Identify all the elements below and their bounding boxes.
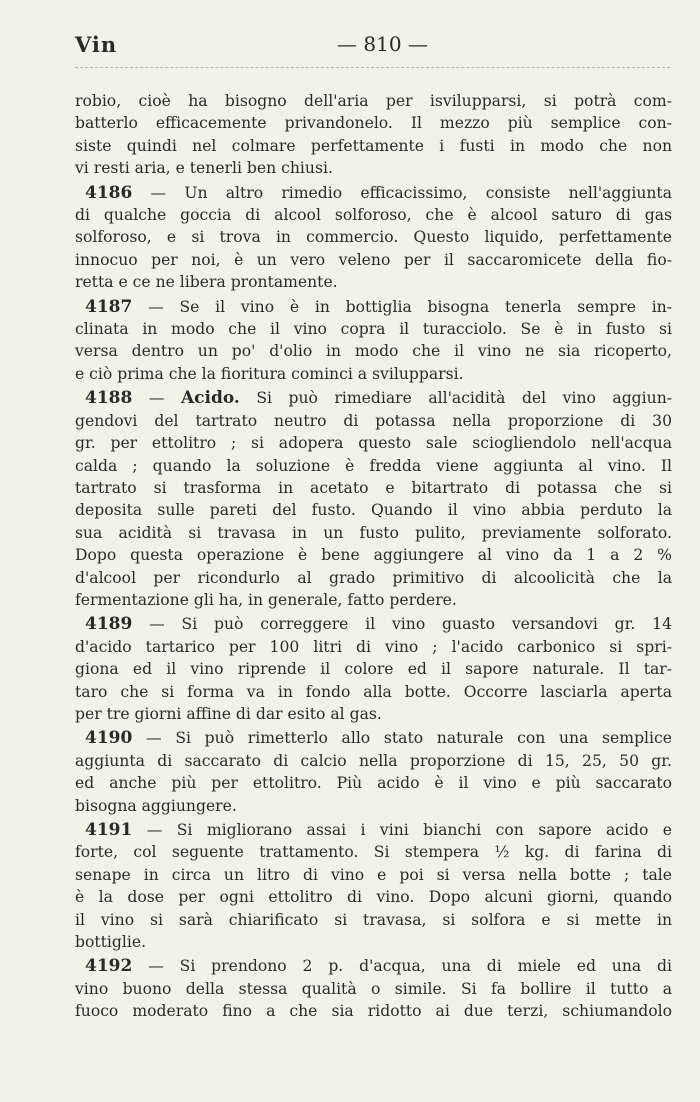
text-line: ed anche più per ettolitro. Più acido è il vino e più saccarato xyxy=(75,774,672,793)
first-line-text: Si può rimediare all'acidità del vino aggiun- xyxy=(239,389,673,408)
first-line-text: — Si può rimetterlo allo stato naturale con una semplice xyxy=(132,729,672,748)
paragraph-4190 xyxy=(75,727,672,817)
text-line: batterlo efficacemente privandonelo. Il mezzo più semplice con- xyxy=(75,114,672,133)
paragraph-4191 xyxy=(75,819,672,953)
page-header xyxy=(75,32,670,68)
first-line-text: — Si prendono 2 p. d'acqua, una di miele ed una di xyxy=(132,957,672,976)
text-line: bisogna aggiungere. xyxy=(75,796,237,815)
text-line: il vino si sarà chiarificato si travasa, si solfora e si mette in xyxy=(75,910,672,929)
text-line: Dopo questa operazione è bene aggiungere al vino da 1 a 2 % xyxy=(75,546,672,565)
text-line: aggiunta di saccarato di calcio nella proporzione di 15, 25, 50 gr. xyxy=(75,751,672,770)
text-line: giona ed il vino riprende il colore ed il sapore naturale. Il tar- xyxy=(75,660,672,679)
paragraph-number: 4186 xyxy=(85,182,133,203)
text-line: robio, cioè ha bisogno dell'aria per isvilupparsi, si potrà com- xyxy=(75,92,672,110)
page-number: — 810 — xyxy=(337,32,428,56)
text-line: vino buono della stessa qualità o simile. Si fa bollire il tutto a xyxy=(75,979,672,998)
paragraph-number: 4190 xyxy=(85,728,133,749)
text-line: siste quindi nel colmare perfettamente i fusti in modo che non xyxy=(75,136,672,155)
paragraph-number: 4188 xyxy=(85,388,133,409)
text-line: solforoso, e si trova in commercio. Questo liquido, perfettamente xyxy=(75,228,672,247)
text-line: bottiglie. xyxy=(75,933,147,952)
paragraph-number: 4189 xyxy=(85,614,133,635)
text-line: senape in circa un litro di vino e poi si versa nella botte ; tale xyxy=(75,865,672,884)
paragraph-first-line xyxy=(75,182,672,204)
paragraph-4187 xyxy=(75,296,672,386)
first-line-text: — Si migliorano assai i vini bianchi con sapore acido e xyxy=(132,821,672,839)
text-line: e ciò prima che la fioritura cominci a svilupparsi. xyxy=(75,364,464,383)
text-line: d'acido tartarico per 100 litri di vino ; l'acido carbonico si spri- xyxy=(75,637,672,656)
text-line: deposita sulle pareti del fusto. Quando il vino abbia perduto la xyxy=(75,501,672,520)
paragraph-number: 4191 xyxy=(85,820,133,840)
paragraph-continuation xyxy=(75,90,672,180)
text-line: calda ; quando la soluzione è fredda viene aggiunta al vino. Il xyxy=(75,456,672,475)
text-line: gendovi del tartrato neutro di potassa nella proporzione di 30 xyxy=(75,411,672,430)
text-line: retta e ce ne libera prontamente. xyxy=(75,273,338,292)
text-line: fuoco moderato fino a che sia ridotto ai due terzi, schiumandolo xyxy=(75,1002,672,1021)
paragraph-number: 4187 xyxy=(85,296,133,317)
text-line: forte, col seguente trattamento. Si stempera ½ kg. di farina di xyxy=(75,843,672,862)
paragraph-first-line xyxy=(75,727,672,749)
paragraph-number: 4192 xyxy=(85,956,133,977)
first-line-text: — Un altro rimedio efficacissimo, consiste nell'aggiunta xyxy=(132,183,672,202)
dash: — xyxy=(132,389,181,408)
header-rule xyxy=(75,67,670,68)
text-line: sua acidità si travasa in un fusto pulito, previamente solforato. xyxy=(75,523,672,542)
text-line: è la dose per ogni ettolitro di vino. Dopo alcuni giorni, quando xyxy=(75,888,672,907)
paragraph-first-line xyxy=(75,819,672,841)
first-line-text: — Se il vino è in bottiglia bisogna tenerla sempre in- xyxy=(132,297,672,316)
paragraph-first-line xyxy=(75,296,672,318)
text-line: taro che si forma va in fondo alla botte. Occorre lasciarla aperta xyxy=(75,682,672,701)
text-line: d'alcool per ricondurlo al grado primitivo di alcoolicità che la xyxy=(75,568,672,587)
paragraph-first-line xyxy=(75,387,672,409)
text-line: per tre giorni affine di dar esito al gas. xyxy=(75,704,382,723)
paragraph-4188 xyxy=(75,387,672,611)
running-head-section: Vin xyxy=(75,32,118,57)
first-line-text: — Si può correggere il vino guasto versandovi gr. 14 xyxy=(132,615,672,634)
text-line: tartrato si trasforma in acetato e bitartrato di potassa che si xyxy=(75,478,672,497)
paragraph-4189 xyxy=(75,613,672,725)
paragraph-first-line xyxy=(75,613,672,635)
paragraph-first-line xyxy=(75,955,672,977)
body-text xyxy=(75,90,672,1025)
paragraph-4186 xyxy=(75,182,672,294)
text-line: clinata in modo che il vino copra il turacciolo. Se è in fusto si xyxy=(75,320,672,339)
text-line: versa dentro un po' d'olio in modo che il vino ne sia ricoperto, xyxy=(75,342,672,361)
text-line: gr. per ettolitro ; si adopera questo sale sciogliendolo nell'acqua xyxy=(75,434,672,453)
text-line: vi resti aria, e tenerli ben chiusi. xyxy=(75,159,333,178)
text-line: innocuo per noi, è un vero veleno per il saccaromicete della fio- xyxy=(75,250,672,269)
text-line: di qualche goccia di alcool solforoso, che è alcool saturo di gas xyxy=(75,206,672,225)
section-heading: Acido. xyxy=(180,388,240,409)
paragraph-4192 xyxy=(75,955,672,1022)
text-line: fermentazione gli ha, in generale, fatto perdere. xyxy=(75,590,457,609)
